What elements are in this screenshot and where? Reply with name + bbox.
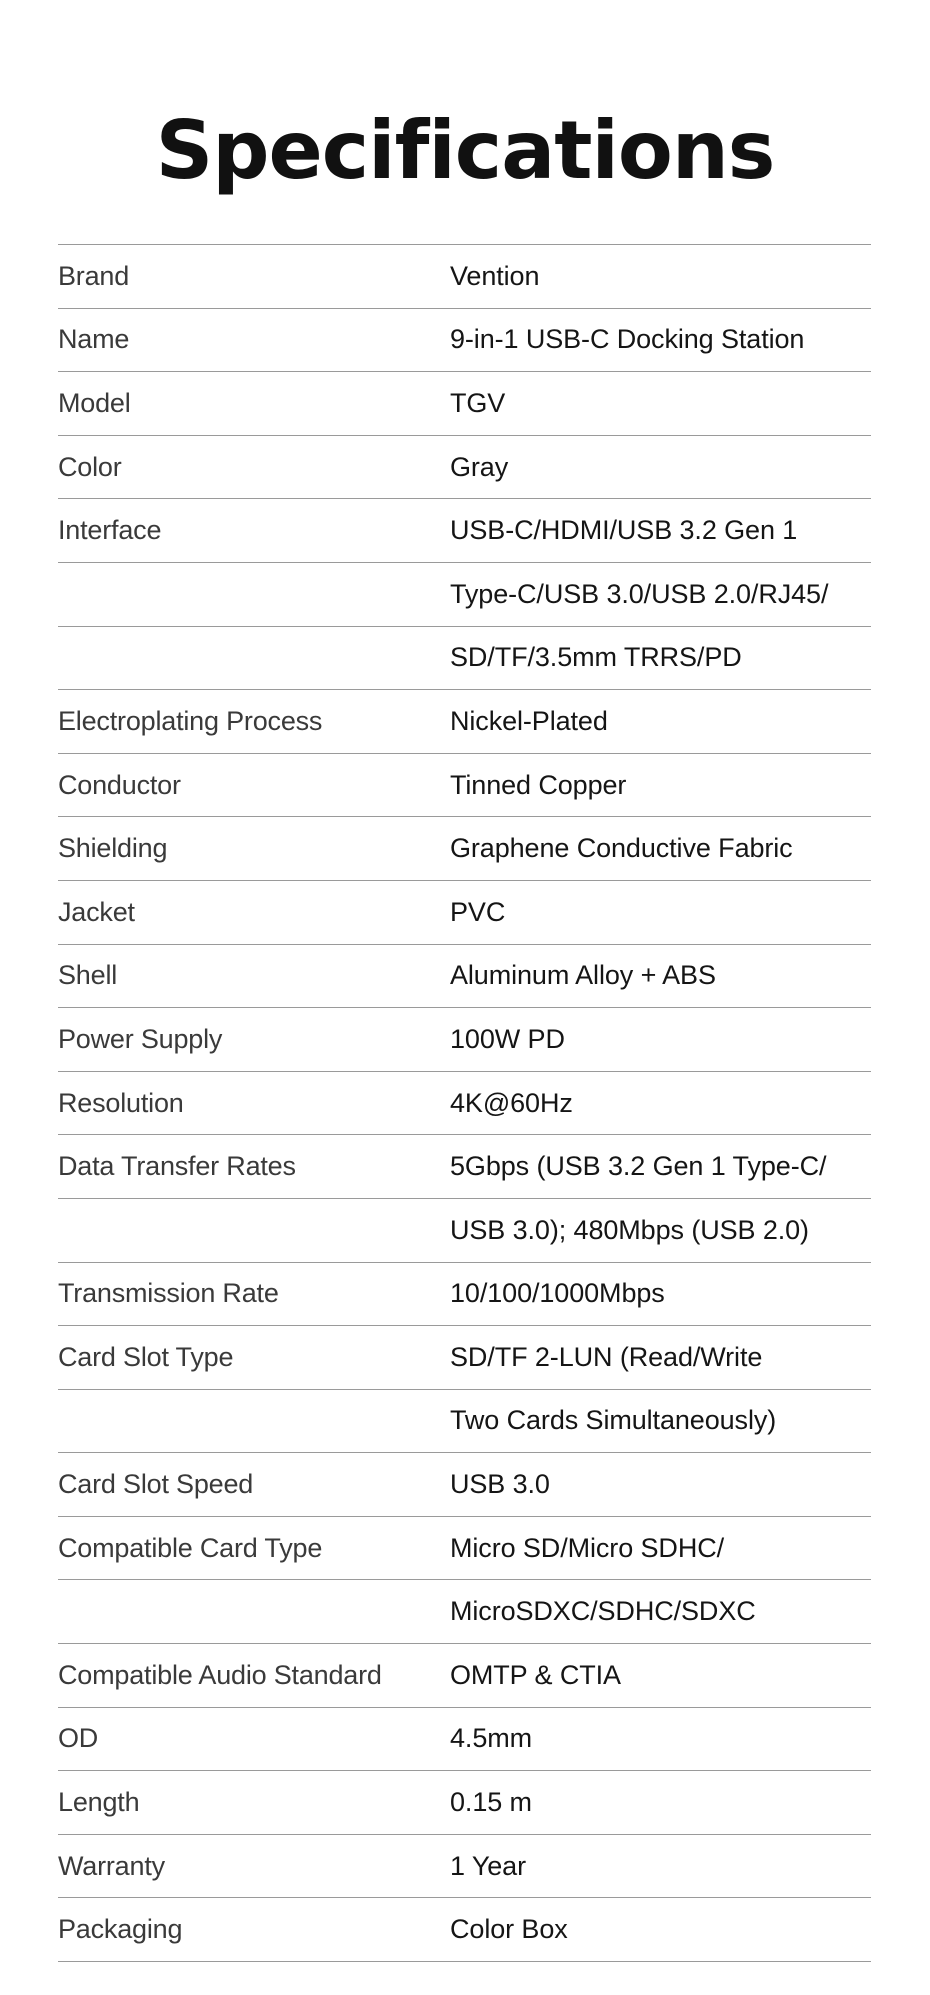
spec-row-length (58, 1771, 871, 1835)
spec-row-compatible-card-type (58, 1517, 871, 1581)
spec-value: Graphene Conductive Fabric (450, 833, 793, 864)
spec-value: SD/TF/3.5mm TRRS/PD (450, 642, 742, 673)
spec-row-interface-cont-2 (58, 627, 871, 691)
spec-value: 9-in-1 USB-C Docking Station (450, 324, 805, 355)
spec-label: Resolution (58, 1087, 184, 1118)
spec-row-card-slot-speed (58, 1453, 871, 1517)
spec-label: Jacket (58, 896, 135, 927)
spec-value: Vention (450, 260, 540, 291)
spec-row-name (58, 309, 871, 373)
spec-label: Name (58, 324, 130, 355)
spec-row-jacket (58, 881, 871, 945)
spec-row-interface-cont-1 (58, 563, 871, 627)
spec-label: Shell (58, 960, 118, 991)
spec-label: Model (58, 387, 131, 418)
spec-value: TGV (450, 387, 506, 418)
spec-row-transmission-rate (58, 1263, 871, 1327)
spec-value: Aluminum Alloy + ABS (450, 960, 716, 991)
spec-row-shielding (58, 817, 871, 881)
spec-value: 4K@60Hz (450, 1087, 573, 1118)
spec-label: Card Slot Speed (58, 1469, 254, 1500)
spec-label: Power Supply (58, 1023, 223, 1054)
spec-label: Transmission Rate (58, 1278, 279, 1309)
spec-value: 1 Year (450, 1850, 526, 1881)
spec-label: Color (58, 451, 122, 482)
spec-row-audio-standard (58, 1644, 871, 1708)
spec-value: PVC (450, 896, 506, 927)
spec-table (58, 244, 871, 1962)
spec-row-od (58, 1708, 871, 1772)
spec-label: Length (58, 1787, 140, 1818)
spec-value: 10/100/1000Mbps (450, 1278, 665, 1309)
spec-label: Compatible Card Type (58, 1532, 323, 1563)
spec-value: 0.15 m (450, 1787, 532, 1818)
spec-value: USB 3.0); 480Mbps (USB 2.0) (450, 1214, 809, 1245)
spec-row-color (58, 436, 871, 500)
spec-value: Gray (450, 451, 509, 482)
spec-row-electroplating (58, 690, 871, 754)
spec-label: Electroplating Process (58, 705, 323, 736)
spec-value: Nickel-Plated (450, 705, 608, 736)
spec-value: Color Box (450, 1914, 568, 1945)
spec-row-compatible-card-type-cont (58, 1580, 871, 1644)
spec-value: 5Gbps (USB 3.2 Gen 1 Type-C/ (450, 1151, 827, 1182)
spec-value: MicroSDXC/SDHC/SDXC (450, 1596, 756, 1627)
spec-row-model (58, 372, 871, 436)
spec-row-interface (58, 499, 871, 563)
spec-value: Micro SD/Micro SDHC/ (450, 1532, 725, 1563)
spec-row-conductor (58, 754, 871, 818)
spec-value: Tinned Copper (450, 769, 627, 800)
spec-value: 100W PD (450, 1023, 565, 1054)
spec-label: Interface (58, 515, 162, 546)
spec-value: 4.5mm (450, 1723, 533, 1754)
spec-value: OMTP & CTIA (450, 1659, 621, 1690)
spec-row-resolution (58, 1072, 871, 1136)
spec-label: Card Slot Type (58, 1341, 234, 1372)
spec-label: Warranty (58, 1850, 165, 1881)
spec-label: Packaging (58, 1914, 183, 1945)
page-title: Specifications (155, 104, 775, 197)
spec-value: USB 3.0 (450, 1469, 550, 1500)
spec-row-card-slot-type-cont (58, 1390, 871, 1454)
spec-row-shell (58, 945, 871, 1009)
spec-row-data-transfer (58, 1135, 871, 1199)
spec-value: Two Cards Simultaneously) (450, 1405, 777, 1436)
spec-row-card-slot-type (58, 1326, 871, 1390)
spec-value: Type-C/USB 3.0/USB 2.0/RJ45/ (450, 578, 829, 609)
spec-row-warranty (58, 1835, 871, 1899)
spec-label: Shielding (58, 833, 168, 864)
spec-row-brand (58, 245, 871, 309)
spec-value: USB-C/HDMI/USB 3.2 Gen 1 (450, 515, 798, 546)
spec-row-packaging (58, 1898, 871, 1962)
spec-label: OD (58, 1723, 99, 1754)
spec-label: Brand (58, 260, 130, 291)
spec-row-data-transfer-cont (58, 1199, 871, 1263)
spec-value: SD/TF 2-LUN (Read/Write (450, 1341, 763, 1372)
spec-label: Data Transfer Rates (58, 1151, 296, 1182)
spec-label: Conductor (58, 769, 181, 800)
spec-row-power-supply (58, 1008, 871, 1072)
spec-label: Compatible Audio Standard (58, 1659, 382, 1690)
